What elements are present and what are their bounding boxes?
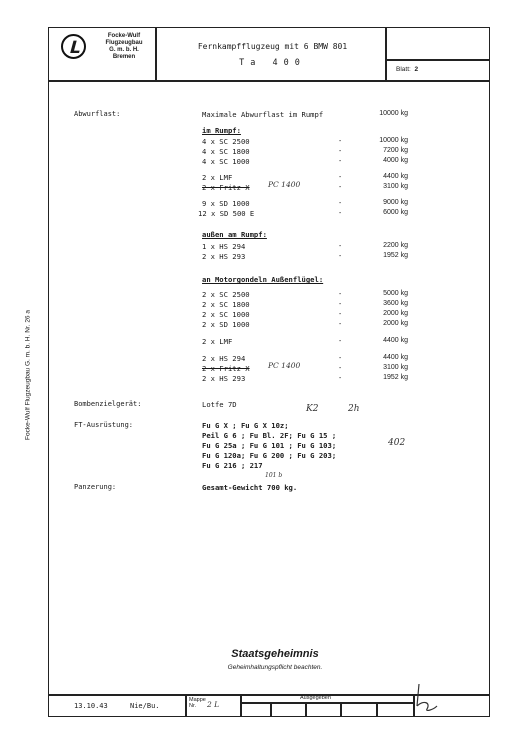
load-value: 1952 kg bbox=[383, 374, 408, 381]
sheet-number: Blatt: 2 bbox=[396, 66, 419, 73]
footer-divider-1 bbox=[185, 694, 187, 717]
load-item-struck: 2 x Fritz X bbox=[202, 364, 250, 373]
load-value: 7200 kg bbox=[383, 147, 408, 154]
load-value: 4400 kg bbox=[383, 173, 408, 180]
load-item: 2 x HS 293 bbox=[202, 252, 246, 261]
ft-ausruestung-label: FT-Ausrüstung: bbox=[74, 421, 134, 429]
company-logo: L bbox=[61, 34, 86, 59]
footer-ausgegeben-line bbox=[240, 702, 413, 704]
abwurflast-intro: Maximale Abwurflast im Rumpf bbox=[202, 110, 324, 119]
load-item: 12 x SD 500 E bbox=[198, 209, 255, 218]
row-dash: - bbox=[338, 300, 343, 308]
abwurflast-intro-value: 10000 kg bbox=[379, 110, 408, 117]
load-value: 2200 kg bbox=[383, 242, 408, 249]
company-name: Focke-Wulf Flugzeugbau G. m. b. H. Bremen bbox=[105, 33, 143, 60]
ft-line: Fu G X ; Fu G X 10z; bbox=[202, 421, 289, 430]
load-item: 4 x SC 1800 bbox=[202, 147, 250, 156]
row-dash: - bbox=[338, 137, 343, 145]
row-dash: - bbox=[338, 337, 343, 345]
row-dash: - bbox=[338, 310, 343, 318]
load-item: 2 x HS 294 bbox=[202, 354, 246, 363]
document-frame bbox=[48, 27, 490, 717]
footer-cell-2 bbox=[305, 702, 307, 717]
load-item: 2 x HS 293 bbox=[202, 374, 246, 383]
load-value: 10000 kg bbox=[379, 137, 408, 144]
footer-cell-3 bbox=[340, 702, 342, 717]
header-divider bbox=[48, 80, 490, 82]
load-item: 2 x SC 2500 bbox=[202, 290, 250, 299]
load-value: 4400 kg bbox=[383, 337, 408, 344]
header-divider-left bbox=[155, 27, 157, 81]
row-dash: - bbox=[338, 290, 343, 298]
load-item: 9 x SD 1000 bbox=[202, 199, 250, 208]
row-dash: - bbox=[338, 320, 343, 328]
row-dash: - bbox=[338, 173, 343, 181]
secret-stamp: Staatsgeheimnis bbox=[231, 648, 319, 660]
load-value: 9000 kg bbox=[383, 199, 408, 206]
group-heading: an Motorgondeln Außenflügel: bbox=[202, 275, 324, 284]
handwritten-note: K2 bbox=[306, 404, 319, 414]
header-divider-right bbox=[385, 27, 387, 81]
bombenzielgeraet-value: Lotfe 7D bbox=[202, 400, 237, 409]
header-divider-blatt bbox=[385, 59, 490, 61]
row-dash: - bbox=[338, 199, 343, 207]
load-item: 2 x LMF bbox=[202, 173, 233, 182]
row-dash: - bbox=[338, 147, 343, 155]
ft-line: Fu G 120a; Fu G 200 ; Fu G 203; bbox=[202, 451, 337, 460]
group-heading: im Rumpf: bbox=[202, 126, 241, 135]
load-item: 2 x LMF bbox=[202, 337, 233, 346]
load-value: 3600 kg bbox=[383, 300, 408, 307]
row-dash: - bbox=[338, 157, 343, 165]
panzerung-value: Gesamt-Gewicht 700 kg. bbox=[202, 483, 298, 492]
footer-cell-1 bbox=[270, 702, 272, 717]
load-value: 2000 kg bbox=[383, 320, 408, 327]
ft-line: Fu G 216 ; 217 bbox=[202, 461, 263, 470]
ft-line: Fu G 25a ; Fu G 101 ; Fu G 103; bbox=[202, 441, 337, 450]
load-value: 6000 kg bbox=[383, 209, 408, 216]
footer-date: 13.10.43 bbox=[74, 702, 108, 710]
handwritten-note: 402 bbox=[388, 438, 406, 448]
load-value: 3100 kg bbox=[383, 364, 408, 371]
footer-author: Nie/Bu. bbox=[130, 702, 160, 710]
load-value: 3100 kg bbox=[383, 183, 408, 190]
document-title: Fernkampfflugzeug mit 6 BMW 801 bbox=[197, 42, 348, 51]
footer-ausgegeben: Ausgegeben bbox=[300, 695, 331, 701]
bombenzielgeraet-label: Bombenzielgerät: bbox=[74, 400, 142, 408]
load-value: 5000 kg bbox=[383, 290, 408, 297]
row-dash: - bbox=[338, 242, 343, 250]
aircraft-type: Ta 400 bbox=[239, 58, 306, 68]
panzerung-label: Panzerung: bbox=[74, 483, 117, 491]
load-item: 2 x SD 1000 bbox=[202, 320, 250, 329]
handwritten-note: PC 1400 bbox=[268, 361, 301, 370]
secret-note: Geheimhaltungspflicht beachten. bbox=[227, 664, 323, 671]
load-item: 1 x HS 294 bbox=[202, 242, 246, 251]
load-item-struck: 2 x Fritz X bbox=[202, 183, 250, 192]
handwritten-note: 2 L bbox=[207, 700, 220, 709]
load-item: 2 x SC 1000 bbox=[202, 310, 250, 319]
abwurflast-label: Abwurflast: bbox=[74, 110, 121, 118]
row-dash: - bbox=[338, 364, 343, 372]
footer-divider-2 bbox=[240, 694, 242, 717]
footer-mappe: Mappe Nr. bbox=[189, 697, 206, 709]
handwritten-note: 2h bbox=[348, 404, 360, 414]
load-value: 2000 kg bbox=[383, 310, 408, 317]
row-dash: - bbox=[338, 183, 343, 191]
load-item: 2 x SC 1800 bbox=[202, 300, 250, 309]
ft-line: Peil G 6 ; Fu Bl. 2F; Fu G 15 ; bbox=[202, 431, 337, 440]
handwritten-note: 101 b bbox=[265, 472, 283, 479]
handwritten-note: PC 1400 bbox=[268, 180, 301, 189]
row-dash: - bbox=[338, 374, 343, 382]
load-item: 4 x SC 1000 bbox=[202, 157, 250, 166]
row-dash: - bbox=[338, 209, 343, 217]
side-imprint: Focke-Wulf Flugzeugbau G. m. b. H. Nr. 26 a bbox=[24, 310, 32, 440]
group-heading: außen am Rumpf: bbox=[202, 230, 267, 239]
row-dash: - bbox=[338, 252, 343, 260]
load-value: 4000 kg bbox=[383, 157, 408, 164]
load-item: 4 x SC 2500 bbox=[202, 137, 250, 146]
load-value: 1952 kg bbox=[383, 252, 408, 259]
load-value: 4400 kg bbox=[383, 354, 408, 361]
footer-cell-4 bbox=[376, 702, 378, 717]
row-dash: - bbox=[338, 354, 343, 362]
signature-mark bbox=[413, 682, 441, 712]
